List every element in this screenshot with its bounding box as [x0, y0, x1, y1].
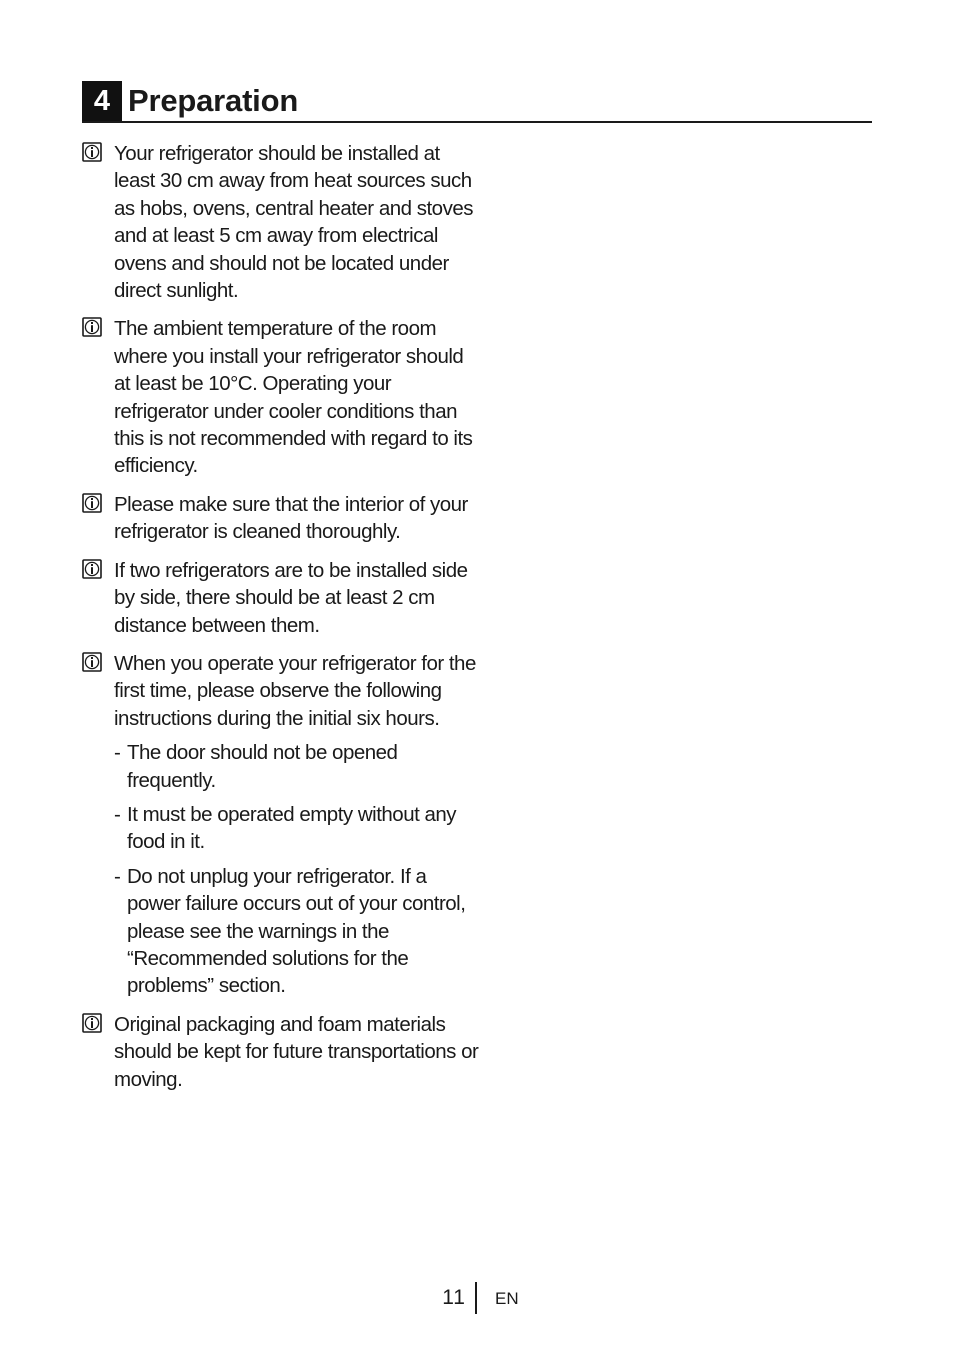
- info-item: [82, 1011, 482, 1093]
- info-item: [82, 140, 482, 304]
- list-dash: -: [114, 741, 121, 765]
- list-item-text: The door should not be opened frequently.: [127, 741, 398, 792]
- info-item: [82, 650, 482, 1000]
- info-item: [82, 557, 482, 639]
- list-item: [114, 739, 482, 794]
- list-dash: -: [114, 802, 121, 826]
- info-item: [82, 491, 482, 546]
- language-code: EN: [495, 1289, 519, 1308]
- section-number-badge: 4: [82, 81, 122, 121]
- info-text: If two refrigerators are to be installed side by side, there should be at least 2 cm distance between them.: [114, 558, 468, 637]
- info-icon: [82, 559, 102, 579]
- info-icon: [82, 142, 102, 162]
- info-text: Your refrigerator should be installed at least 30 cm away from heat sources such as hobs, ovens, central heater and stoves and at least 5 cm away from electrical ovens and should not be located under direct sunlight.: [114, 142, 473, 303]
- info-icon: [82, 317, 102, 337]
- info-icon: [82, 1013, 102, 1033]
- footer-divider: [475, 1282, 477, 1314]
- first-use-instructions-list: [114, 739, 482, 1000]
- info-icon: [82, 493, 102, 513]
- list-dash: -: [114, 864, 121, 888]
- list-item: [114, 863, 482, 1000]
- page-number: 11: [442, 1286, 466, 1309]
- page-footer: [0, 1282, 954, 1316]
- info-icon: [82, 652, 102, 672]
- info-item: [82, 315, 482, 479]
- info-text: Original packaging and foam materials should be kept for future transportations or moving.: [114, 1012, 479, 1091]
- info-text: The ambient temperature of the room where you install your refrigerator should at least be 10°C. Operating your refrigerator under cooler conditions than this is not recommended with regard to its efficiency.: [114, 317, 473, 478]
- section-title: Preparation: [128, 83, 299, 118]
- list-item-text: Do not unplug your refrigerator. If a power failure occurs out of your control, please see the warnings in the “Recommended solutions for the problems” section.: [127, 864, 466, 998]
- info-text: When you operate your refrigerator for the first time, please observe the following instructions during the initial six hours.: [114, 651, 476, 730]
- list-item: [114, 801, 482, 856]
- section-heading: [82, 81, 872, 123]
- preparation-content: [82, 140, 482, 1104]
- list-item-text: It must be operated empty without any food in it.: [127, 802, 457, 854]
- info-text: Please make sure that the interior of your refrigerator is cleaned thoroughly.: [114, 492, 468, 544]
